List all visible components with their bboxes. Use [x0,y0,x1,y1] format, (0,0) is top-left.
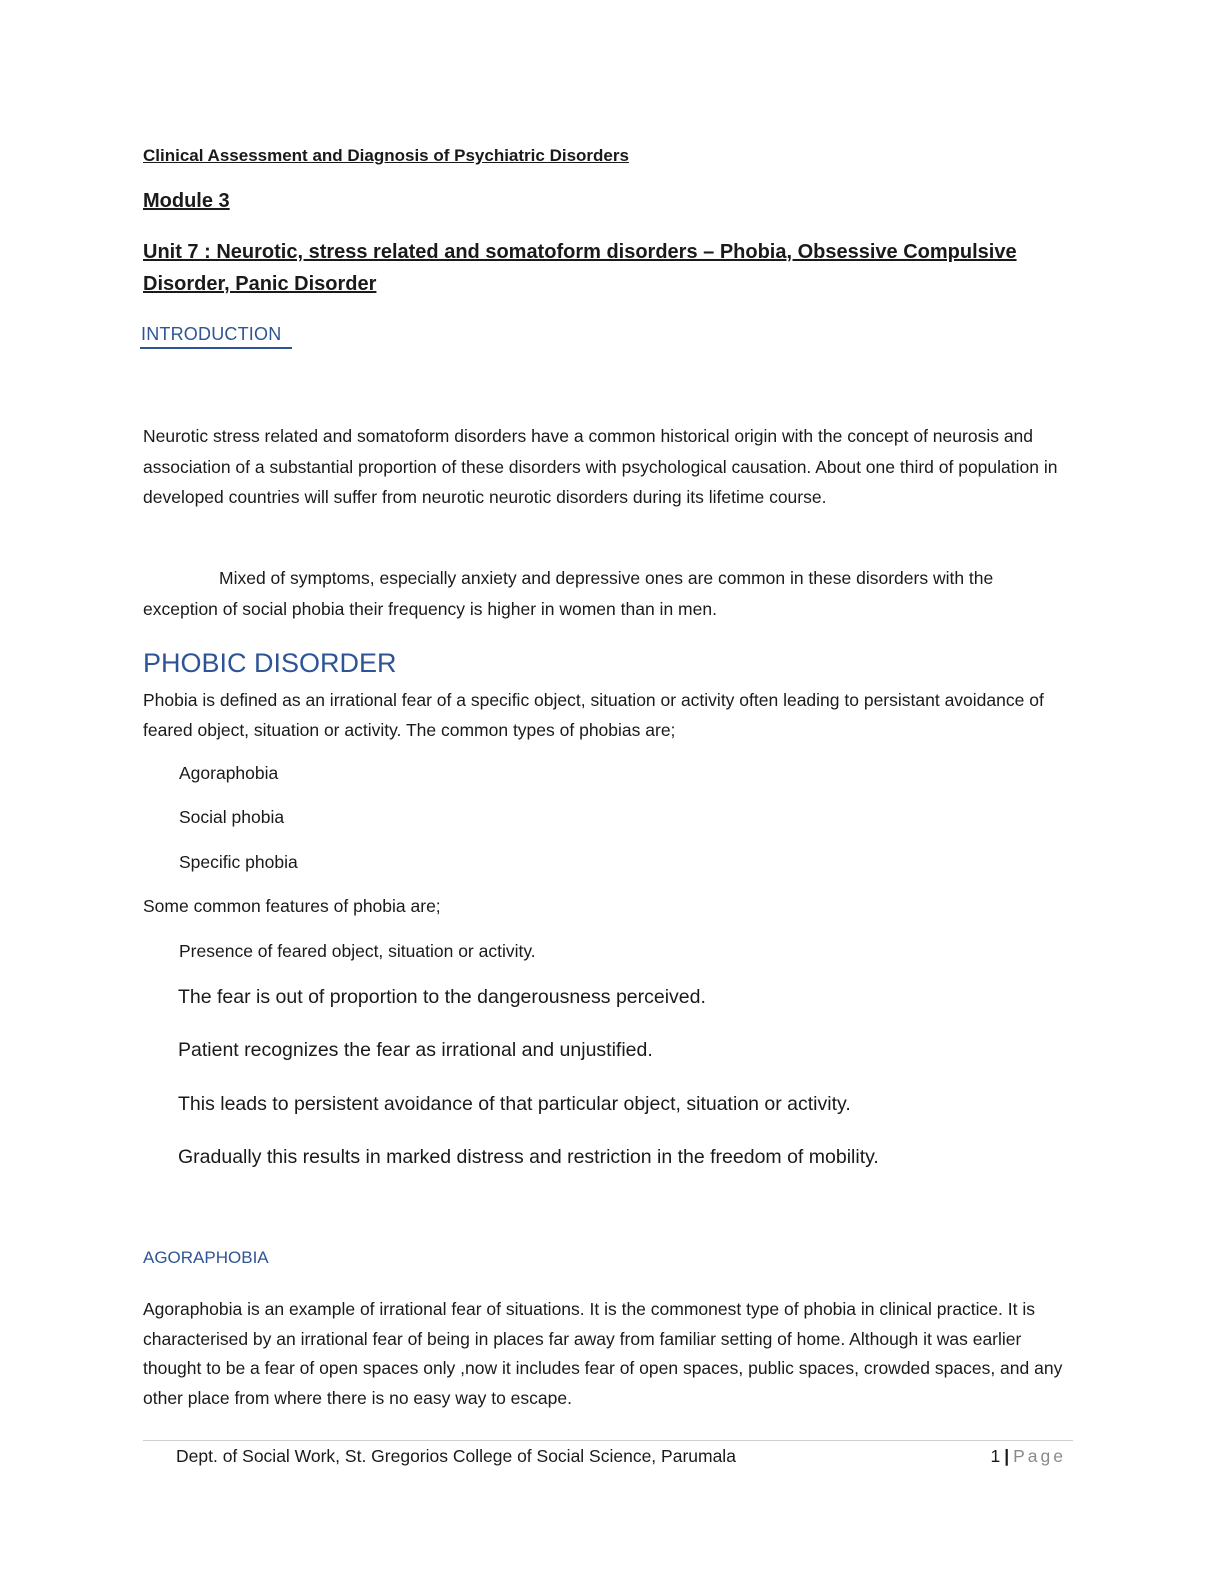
phobia-type-item: Specific phobia [179,852,298,872]
phobia-type-item: Agoraphobia [179,763,279,783]
introduction-paragraph-1: Neurotic stress related and somatoform disorders have a common historical origin with the concept of neurosis and association of a substantial proportion of these disorders with psychological causation. About one third of population in developed countries will suffer from neurotic neurotic disorders during its lifetime course. [143,426,1058,507]
feature-item: The fear is out of proportion to the dangerousness perceived. [178,986,706,1008]
feature-item: Presence of feared object, situation or activity. [179,941,536,961]
course-title: Clinical Assessment and Diagnosis of Psychiatric Disorders [143,146,629,165]
module-heading: Module 3 [143,190,230,212]
feature-item: Gradually this results in marked distress and restriction in the freedom of mobility. [178,1146,879,1168]
page-separator: | [1004,1446,1010,1466]
introduction-heading: INTRODUCTION [141,324,282,344]
feature-item: This leads to persistent avoidance of that particular object, situation or activity. [178,1093,851,1115]
page-label: Page [1013,1446,1066,1466]
introduction-underline [140,347,292,349]
agoraphobia-heading: AGORAPHOBIA [143,1248,269,1267]
page-number: 1 [990,1446,1001,1466]
phobic-disorder-heading: PHOBIC DISORDER [143,648,397,678]
footer-divider [143,1440,1073,1441]
introduction-paragraph-2 [143,563,1073,624]
phobia-definition-paragraph: Phobia is defined as an irrational fear of a specific object, situation or activity often leading to persistant avoidance of feared object, situation or activity. The common types of phobias are; [143,690,1044,740]
footer-page-number [990,1446,1066,1467]
features-intro: Some common features of phobia are; [143,896,441,916]
phobia-type-item: Social phobia [179,807,285,827]
unit-heading: Unit 7 : Neurotic, stress related and somatoform disorders – Phobia, Obsessive Compulsive Disorder, Panic Disorder [143,241,1017,295]
agoraphobia-paragraph: Agoraphobia is an example of irrational fear of situations. It is the commonest type of phobia in clinical practice. It is characterised by an irrational fear of being in places far away from familiar setting of home. Although it was earlier thought to be a fear of open spaces only ,now it includes fear of open spaces, public spaces, crowded spaces, and any other place from where there is no easy way to escape. [143,1299,1063,1408]
introduction-paragraph-2-text: Mixed of symptoms, especially anxiety and depressive ones are common in these disorders with the exception of social phobia their frequency is higher in women than in men. [143,568,994,619]
footer-department: Dept. of Social Work, St. Gregorios College of Social Science, Parumala [176,1446,736,1466]
feature-item: Patient recognizes the fear as irrational and unjustified. [178,1039,653,1061]
